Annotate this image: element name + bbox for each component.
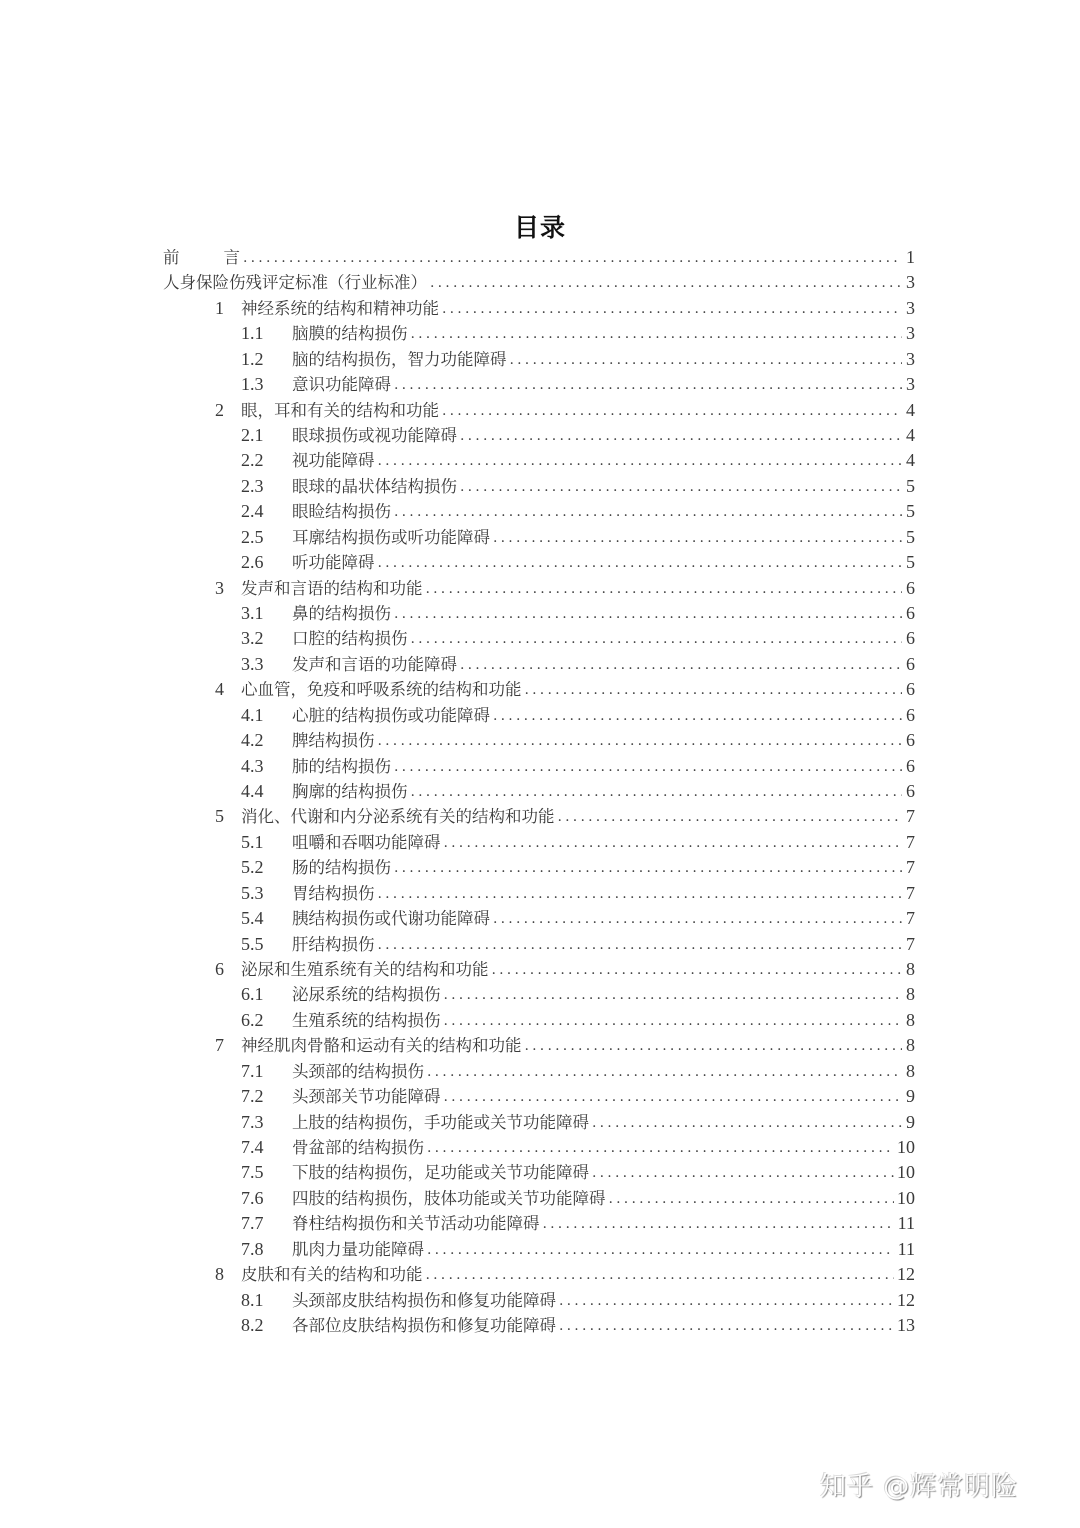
toc-entry-page-number: 5 xyxy=(906,552,915,573)
toc-entry[interactable] xyxy=(241,982,915,1007)
toc-entry[interactable] xyxy=(241,932,915,957)
toc-entry-page-number: 7 xyxy=(906,933,915,954)
dot-leader xyxy=(493,907,902,932)
toc-entry-title: 皮肤和有关的结构和功能 xyxy=(241,1265,423,1285)
toc-entry[interactable] xyxy=(241,474,915,499)
toc-entry-page-number: 5 xyxy=(906,475,915,496)
toc-entry-page-number: 3 xyxy=(906,272,915,293)
toc-entry-title: 头颈部皮肤结构损伤和修复功能障碍 xyxy=(292,1290,556,1310)
toc-entry-page-number: 6 xyxy=(906,755,915,776)
toc-entry-number: 2 xyxy=(215,399,224,420)
toc-entry-page-number: 11 xyxy=(897,1238,915,1259)
toc-entry-page-number: 6 xyxy=(906,603,915,624)
toc-entry-page-number: 10 xyxy=(897,1162,915,1183)
toc-entry-number: 4.4 xyxy=(241,781,264,802)
toc-entry-page-number: 6 xyxy=(906,577,915,598)
toc-entry[interactable] xyxy=(215,1262,915,1287)
toc-entry-number: 2.4 xyxy=(241,501,264,522)
dot-leader xyxy=(525,1034,903,1059)
toc-entry-title: 肠的结构损伤 xyxy=(292,858,391,878)
toc-entry[interactable] xyxy=(241,1313,915,1338)
toc-entry-page-number: 3 xyxy=(906,374,915,395)
toc-entry[interactable] xyxy=(241,855,915,880)
toc-entry-title: 头颈部关节功能障碍 xyxy=(292,1087,441,1107)
toc-entry-title: 骨盆部的结构损伤 xyxy=(292,1138,424,1158)
dot-leader xyxy=(460,475,902,500)
toc-entry[interactable] xyxy=(241,1186,915,1211)
toc-entry-page-number: 6 xyxy=(906,730,915,751)
toc-entry-title: 视功能障碍 xyxy=(292,451,375,471)
toc-entry-number: 5.2 xyxy=(241,857,264,878)
toc-entry-title: 眼，耳和有关的结构和功能 xyxy=(241,400,439,420)
toc-entry-title: 眼球的晶状体结构损伤 xyxy=(292,476,457,496)
toc-entry-title: 神经肌肉骨骼和运动有关的结构和功能 xyxy=(241,1036,522,1056)
toc-entry-number: 6 xyxy=(215,959,224,980)
dot-leader xyxy=(378,449,903,474)
dot-leader xyxy=(378,551,903,576)
toc-entry[interactable] xyxy=(241,754,915,779)
toc-entry-number: 2.2 xyxy=(241,450,264,471)
toc-entry-number: 8 xyxy=(215,1264,224,1285)
toc-entry-title: 胃结构损伤 xyxy=(292,883,375,903)
toc-entry[interactable] xyxy=(241,1110,915,1135)
toc-entry-title: 发声和言语的功能障碍 xyxy=(292,654,457,674)
dot-leader xyxy=(493,526,902,551)
toc-entry[interactable] xyxy=(241,626,915,651)
dot-leader xyxy=(442,399,902,424)
toc-entry-number: 5.5 xyxy=(241,933,264,954)
toc-entry-number: 7.5 xyxy=(241,1162,264,1183)
toc-entry-number: 7.2 xyxy=(241,1086,264,1107)
toc-entry-title: 神经系统的结构和精神功能 xyxy=(241,298,439,318)
toc-entry[interactable] xyxy=(241,1160,915,1185)
toc-entry-page-number: 7 xyxy=(906,908,915,929)
toc-entry-page-number: 6 xyxy=(906,628,915,649)
dot-leader xyxy=(394,500,902,525)
toc-entry-number: 4.1 xyxy=(241,704,264,725)
toc-entry-title: 四肢的结构损伤，肢体功能或关节功能障碍 xyxy=(292,1188,606,1208)
toc-entry[interactable] xyxy=(241,525,915,550)
dot-leader xyxy=(427,1136,894,1161)
dot-leader xyxy=(430,271,902,296)
toc-entry-number: 2.3 xyxy=(241,475,264,496)
dot-leader xyxy=(427,1060,902,1085)
toc-entry-number: 6.1 xyxy=(241,984,264,1005)
toc-entry-title: 发声和言语的结构和功能 xyxy=(241,578,423,598)
toc-entry-page-number: 4 xyxy=(906,450,915,471)
toc-entry[interactable] xyxy=(241,423,915,448)
toc-entry-number: 3.2 xyxy=(241,628,264,649)
toc-entry-number: 8.1 xyxy=(241,1289,264,1310)
dot-leader xyxy=(426,577,903,602)
toc-entry-number: 7.7 xyxy=(241,1213,264,1234)
toc-entry-page-number: 3 xyxy=(906,348,915,369)
toc-entry-number: 7.3 xyxy=(241,1111,264,1132)
toc-entry[interactable] xyxy=(241,448,915,473)
toc-entry[interactable] xyxy=(241,321,915,346)
toc-entry-page-number: 1 xyxy=(906,247,915,267)
toc-entry[interactable] xyxy=(241,703,915,728)
toc-entry-number: 4.2 xyxy=(241,730,264,751)
dot-leader xyxy=(543,1212,895,1237)
toc-entry-number: 5.4 xyxy=(241,908,264,929)
toc-entry[interactable] xyxy=(241,906,915,931)
toc-entry-page-number: 7 xyxy=(906,831,915,852)
toc-entry-page-number: 8 xyxy=(906,1009,915,1030)
toc-entry-title: 泌尿和生殖系统有关的结构和功能 xyxy=(241,960,489,980)
toc-entry-number: 7 xyxy=(215,1035,224,1056)
dot-leader xyxy=(510,348,903,373)
dot-leader xyxy=(444,1009,903,1034)
toc-entry-title: 上肢的结构损伤，手功能或关节功能障碍 xyxy=(292,1112,589,1132)
toc-entry-page-number: 10 xyxy=(897,1137,915,1158)
toc-entry-page-number: 3 xyxy=(906,297,915,318)
toc-entry-page-number: 8 xyxy=(906,984,915,1005)
toc-entry[interactable] xyxy=(241,1059,915,1084)
dot-leader xyxy=(444,1085,903,1110)
toc-entry-page-number: 3 xyxy=(906,323,915,344)
toc-entry-title: 眼睑结构损伤 xyxy=(292,502,391,522)
toc-entry[interactable] xyxy=(241,499,915,524)
toc-entry-page-number: 12 xyxy=(897,1264,915,1285)
toc-entry-number: 1.3 xyxy=(241,374,264,395)
toc-entry-page-number: 8 xyxy=(906,959,915,980)
toc-entry-title: 意识功能障碍 xyxy=(292,375,391,395)
toc-entry-title: 听功能障碍 xyxy=(292,553,375,573)
toc-entry[interactable] xyxy=(241,652,915,677)
toc-entry-number: 2.1 xyxy=(241,425,264,445)
dot-leader xyxy=(609,1187,895,1212)
toc-entry-title: 脑的结构损伤，智力功能障碍 xyxy=(292,349,507,369)
toc-entry[interactable] xyxy=(241,830,915,855)
toc-entry-number: 3.1 xyxy=(241,603,264,624)
toc-entry-title: 耳廓结构损伤或听功能障碍 xyxy=(292,527,490,547)
dot-leader xyxy=(493,704,902,729)
toc-entry-title: 脊柱结构损伤和关节活动功能障碍 xyxy=(292,1214,540,1234)
toc-entry-number: 5 xyxy=(215,806,224,827)
toc-entry-title: 脑膜的结构损伤 xyxy=(292,324,408,344)
toc-entry-title: 泌尿系统的结构损伤 xyxy=(292,985,441,1005)
toc-entry-title: 人身保险伤残评定标准（行业标准） xyxy=(163,273,427,293)
toc-entry-number: 5.1 xyxy=(241,831,264,852)
toc-entry-page-number: 7 xyxy=(906,857,915,878)
dot-leader xyxy=(243,246,902,271)
toc-entry-title: 眼球损伤或视功能障碍 xyxy=(292,426,457,445)
toc-entry-number: 2.6 xyxy=(241,552,264,573)
toc-entry-title: 脾结构损伤 xyxy=(292,731,375,751)
dot-leader xyxy=(492,958,903,983)
toc-entry-number: 3 xyxy=(215,577,224,598)
toc-entry-page-number: 6 xyxy=(906,704,915,725)
dot-leader xyxy=(558,805,903,830)
toc-entry[interactable] xyxy=(241,372,915,397)
dot-leader xyxy=(442,297,902,322)
toc-entry-title: 头颈部的结构损伤 xyxy=(292,1061,424,1081)
toc-entry-page-number: 9 xyxy=(906,1111,915,1132)
toc-entry-title: 鼻的结构损伤 xyxy=(292,604,391,624)
toc-entry-page-number: 4 xyxy=(906,425,915,445)
toc-entry-page-number: 9 xyxy=(906,1086,915,1107)
toc-entry-number: 4.3 xyxy=(241,755,264,776)
toc-entry[interactable] xyxy=(241,1135,915,1160)
dot-leader xyxy=(378,882,903,907)
toc-entry-page-number: 6 xyxy=(906,679,915,700)
toc-entry[interactable] xyxy=(163,270,915,295)
toc-entry[interactable] xyxy=(241,550,915,575)
dot-leader xyxy=(444,983,903,1008)
toc-entry-title: 各部位皮肤结构损伤和修复功能障碍 xyxy=(292,1316,556,1336)
toc-entry-number: 1 xyxy=(215,297,224,318)
toc-entry-title: 肝结构损伤 xyxy=(292,934,375,954)
dot-leader xyxy=(411,780,903,805)
toc-entry-page-number: 6 xyxy=(906,653,915,674)
toc-entry[interactable] xyxy=(215,1033,915,1058)
dot-leader xyxy=(411,322,903,347)
zhihu-watermark: 知乎 @辉常明险 xyxy=(820,1472,1019,1502)
dot-leader xyxy=(426,1263,895,1288)
toc-entry[interactable] xyxy=(241,1237,915,1262)
dot-leader xyxy=(394,856,902,881)
toc-entry-page-number: 10 xyxy=(897,1187,915,1208)
toc-entry-number: 7.1 xyxy=(241,1060,264,1081)
toc-entry[interactable] xyxy=(241,881,915,906)
toc-entry-number: 2.5 xyxy=(241,526,264,547)
dot-leader xyxy=(592,1111,902,1136)
toc-entry-page-number: 13 xyxy=(897,1315,915,1336)
toc-entry[interactable] xyxy=(215,957,915,982)
toc-entry-number: 1.1 xyxy=(241,323,264,344)
dot-leader xyxy=(411,627,903,652)
toc-entry-page-number: 11 xyxy=(897,1213,915,1234)
dot-leader xyxy=(378,729,903,754)
toc-entry-title: 胸廓的结构损伤 xyxy=(292,782,408,802)
toc-entry[interactable] xyxy=(215,296,915,321)
dot-leader xyxy=(427,1238,895,1263)
toc-entry-title: 胰结构损伤或代谢功能障碍 xyxy=(292,909,490,929)
toc-entry-page-number: 8 xyxy=(906,1035,915,1056)
toc-entry-page-number: 5 xyxy=(906,501,915,522)
toc-entry-title: 咀嚼和吞咽功能障碍 xyxy=(292,832,441,852)
toc-entry-number: 6.2 xyxy=(241,1009,264,1030)
toc-entry-title: 生殖系统的结构损伤 xyxy=(292,1010,441,1030)
toc-entry-number: 4 xyxy=(215,679,224,700)
toc-entry-page-number: 7 xyxy=(906,806,915,827)
dot-leader xyxy=(559,1289,894,1314)
toc-entry-page-number: 7 xyxy=(906,882,915,903)
toc-entry-number: 5.3 xyxy=(241,882,264,903)
toc-entry-title: 心脏的结构损伤或功能障碍 xyxy=(292,705,490,725)
toc-entry-page-number: 12 xyxy=(897,1289,915,1310)
toc-entry-number: 7.6 xyxy=(241,1187,264,1208)
toc-entry-number: 3.3 xyxy=(241,653,264,674)
toc-entry-number: 7.8 xyxy=(241,1238,264,1259)
dot-leader xyxy=(394,602,902,627)
toc-entry-title: 消化、代谢和内分泌系统有关的结构和功能 xyxy=(241,807,555,827)
toc-entry-page-number: 6 xyxy=(906,781,915,802)
toc-entry[interactable] xyxy=(163,245,915,270)
toc-entry-title: 前言 xyxy=(163,248,284,267)
toc-entry[interactable] xyxy=(241,1008,915,1033)
toc-entry[interactable] xyxy=(241,601,915,626)
toc-entry-number: 8.2 xyxy=(241,1315,264,1336)
toc-title: 目录 xyxy=(513,213,566,242)
toc-entry-title: 肺的结构损伤 xyxy=(292,756,391,776)
toc-entry-title: 口腔的结构损伤 xyxy=(292,629,408,649)
toc-entry[interactable] xyxy=(241,728,915,753)
toc-entry[interactable] xyxy=(241,1288,915,1313)
dot-leader xyxy=(592,1161,894,1186)
toc-entry[interactable] xyxy=(215,804,915,829)
toc-entry-page-number: 5 xyxy=(906,526,915,547)
toc-entry[interactable] xyxy=(241,347,915,372)
toc-entry[interactable] xyxy=(241,779,915,804)
toc-entry-title: 心血管，免疫和呼吸系统的结构和功能 xyxy=(241,680,522,700)
dot-leader xyxy=(444,831,903,856)
toc-entry[interactable] xyxy=(241,1084,915,1109)
dot-leader xyxy=(460,424,902,449)
toc-entry[interactable] xyxy=(215,576,915,601)
toc-entry-number: 1.2 xyxy=(241,348,264,369)
toc-entry[interactable] xyxy=(241,1211,915,1236)
dot-leader xyxy=(525,678,903,703)
toc-entry-number: 7.4 xyxy=(241,1137,264,1158)
dot-leader xyxy=(394,373,902,398)
toc-entry[interactable] xyxy=(215,398,915,423)
dot-leader xyxy=(394,755,902,780)
toc-entry-title: 肌肉力量功能障碍 xyxy=(292,1239,424,1259)
dot-leader xyxy=(378,933,903,958)
toc-entry-page-number: 4 xyxy=(906,399,915,420)
toc-entry-page-number: 8 xyxy=(906,1060,915,1081)
toc-entry[interactable] xyxy=(215,677,915,702)
dot-leader xyxy=(460,653,902,678)
dot-leader xyxy=(559,1314,894,1339)
toc-entry-title: 下肢的结构损伤，足功能或关节功能障碍 xyxy=(292,1163,589,1183)
